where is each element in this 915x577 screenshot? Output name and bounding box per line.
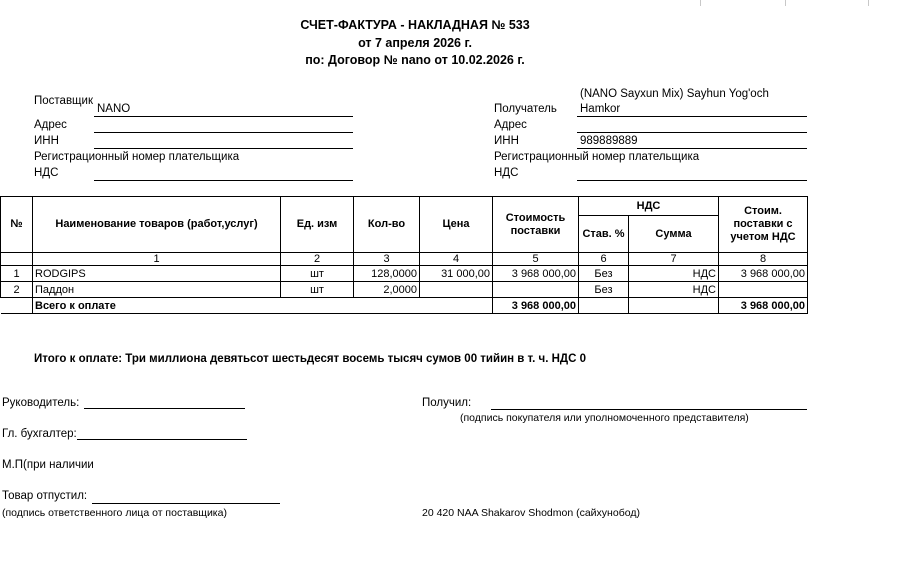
invoice-date: от 7 апреля 2026 г. (358, 36, 472, 50)
row-rate: Без (579, 266, 629, 282)
colnum: 2 (281, 253, 354, 266)
director-sign-line (84, 408, 245, 409)
table-row (1, 266, 808, 282)
row-num: 2 (1, 282, 33, 298)
row-vat: НДС (629, 282, 719, 298)
total-rate (579, 298, 629, 314)
supplier-nds-line (94, 180, 353, 181)
colnum: 7 (629, 253, 719, 266)
stamp-label: М.П(при наличии (2, 459, 94, 471)
accountant-sign-line (77, 439, 247, 440)
grid-tick (785, 0, 786, 6)
header-qty: Кол-во (354, 197, 420, 253)
colnum: 1 (33, 253, 281, 266)
row-vat: НДС (629, 266, 719, 282)
total-row (1, 298, 808, 314)
recipient-name-line1: (NANO Sayxun Mix) Sayhun Yog'och (580, 88, 769, 100)
header-total: Стоим. поставки с учетом НДС (719, 197, 808, 253)
header-vat-rate: Став. % (579, 216, 629, 253)
supplier-address-line (94, 132, 353, 133)
supplier-name-line (94, 116, 353, 117)
row-total: 3 968 000,00 (719, 266, 808, 282)
row-unit: шт (281, 266, 354, 282)
colnum: 3 (354, 253, 420, 266)
goods-table (0, 196, 808, 314)
row-total (719, 282, 808, 298)
released-note: (подпись ответственного лица от поставщика) (2, 507, 227, 519)
recipient-address-label: Адрес (494, 119, 527, 131)
row-cost: 3 968 000,00 (493, 266, 579, 282)
supplier-name: NANO (97, 103, 131, 115)
supplier-address-label: Адрес (34, 119, 67, 131)
row-price (420, 282, 493, 298)
recipient-inn-line (577, 148, 807, 149)
recipient-address-line (577, 132, 807, 133)
total-blank (1, 298, 33, 314)
director-label: Руководитель: (2, 397, 80, 409)
grid-tick (700, 0, 701, 6)
invoice-contract: по: Договор № nano от 10.02.2026 г. (305, 53, 525, 67)
recipient-nds-line (577, 180, 807, 181)
row-num: 1 (1, 266, 33, 282)
total-label: Всего к оплате (33, 298, 493, 314)
supplier-label: Поставщик (34, 95, 93, 107)
recipient-name-line2: Hamkor (580, 103, 621, 115)
released-label: Товар отпустил: (2, 490, 88, 502)
header-price: Цена (420, 197, 493, 253)
supplier-inn-line (94, 148, 353, 149)
received-name: 20 420 NAA Shakarov Shodmon (сайхунобод) (422, 507, 640, 519)
invoice-title: СЧЕТ-ФАКТУРА - НАКЛАДНАЯ № 533 (300, 18, 530, 32)
row-unit: шт (281, 282, 354, 298)
total-vat (629, 298, 719, 314)
colnum: 6 (579, 253, 629, 266)
total-sum: 3 968 000,00 (719, 298, 808, 314)
row-name: RODGIPS (33, 266, 281, 282)
row-price: 31 000,00 (420, 266, 493, 282)
row-name: Паддон (33, 282, 281, 298)
header-vat: НДС (579, 197, 719, 216)
supplier-nds-label: НДС (34, 167, 59, 179)
total-cost: 3 968 000,00 (493, 298, 579, 314)
recipient-name-line (577, 116, 807, 117)
row-qty: 128,0000 (354, 266, 420, 282)
row-qty: 2,0000 (354, 282, 420, 298)
header-cost: Стоимость поставки (493, 197, 579, 253)
table-row (1, 282, 808, 298)
colnum: 8 (719, 253, 808, 266)
recipient-inn-label: ИНН (494, 135, 519, 147)
accountant-label: Гл. бухгалтер: (2, 428, 77, 440)
header-num: № (1, 197, 33, 253)
recipient-nds-label: НДС (494, 167, 519, 179)
row-cost (493, 282, 579, 298)
received-note: (подпись покупателя или уполномоченного представителя) (460, 412, 749, 424)
received-sign-line (491, 409, 807, 410)
colnum: 5 (493, 253, 579, 266)
released-sign-line (92, 503, 280, 504)
payment-summary: Итого к оплате: Три миллиона девятьсот шестьдесят восемь тысяч сумов 00 тийин в т. ч. НДС 0 (34, 353, 587, 365)
header-unit: Ед. изм (281, 197, 354, 253)
supplier-inn-label: ИНН (34, 135, 59, 147)
colnum-blank (1, 253, 33, 266)
recipient-label: Получатель (494, 103, 557, 115)
header-vat-sum: Сумма (629, 216, 719, 253)
recipient-reg-label: Регистрационный номер плательщика (494, 151, 700, 163)
received-label: Получил: (422, 397, 472, 409)
row-rate: Без (579, 282, 629, 298)
supplier-reg-label: Регистрационный номер плательщика (34, 151, 240, 163)
colnum: 4 (420, 253, 493, 266)
header-name: Наименование товаров (работ,услуг) (33, 197, 281, 253)
recipient-inn: 989889889 (580, 135, 638, 147)
grid-tick (868, 0, 869, 6)
